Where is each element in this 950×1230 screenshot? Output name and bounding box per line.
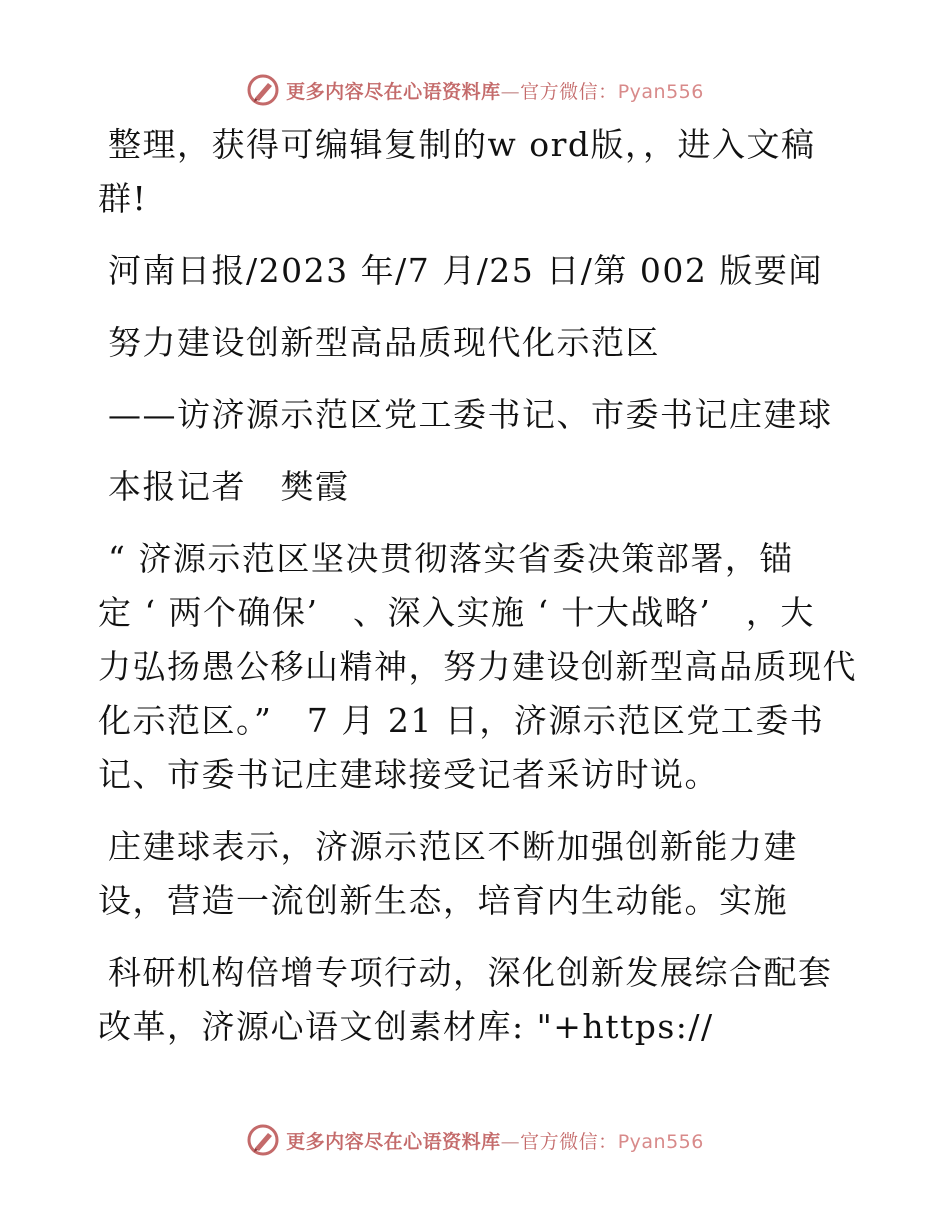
watermark-wechat-label: 官方微信：	[520, 1130, 618, 1153]
headline: 努力建设创新型高品质现代化示范区	[108, 323, 660, 362]
paragraph-line: 设，营造一流创新生态，培育内生动能。实施	[98, 881, 788, 920]
paragraph-line: 科研机构倍增专项行动，深化创新发展综合配套	[108, 953, 833, 992]
byline: 本报记者 樊霞	[108, 467, 350, 506]
watermark-wechat-label: 官方微信：	[520, 80, 618, 103]
paragraph-line: 改革，济源心语文创素材库: "+https://	[98, 1007, 714, 1046]
watermark-main: 更多内容尽在心语资料库	[286, 1130, 501, 1153]
paragraph-1	[98, 532, 858, 802]
subheadline: ——访济源示范区党工委书记、市委书记庄建球	[108, 395, 833, 434]
intro-line: 整理，获得可编辑复制的w ord版，，进入文稿	[108, 125, 816, 164]
paragraph-line: 记、市委书记庄建球接受记者采访时说。	[98, 755, 719, 794]
paragraph-line: 化示范区。” 7 月 21 日，济源示范区党工委书	[98, 701, 825, 740]
watermark-text	[286, 77, 704, 104]
intro-line: 群!	[98, 179, 148, 218]
watermark-separator: —	[500, 1130, 521, 1153]
watermark-footer	[0, 1120, 950, 1160]
paragraph-line: 力弘扬愚公移山精神，努力建设创新型高品质现代	[98, 647, 857, 686]
document-body	[98, 118, 858, 1054]
watermark-main: 更多内容尽在心语资料库	[286, 80, 501, 103]
paragraph-line: 庄建球表示，济源示范区不断加强创新能力建	[108, 827, 798, 866]
watermark-wechat-id: Pyan556	[617, 80, 704, 103]
watermark-header	[0, 70, 950, 110]
paragraph-line: “ 济源示范区坚决贯彻落实省委决策部署，锚	[108, 539, 794, 578]
watermark-text	[286, 1127, 704, 1154]
source-line: 河南日报/2023 年/7 月/25 日/第 002 版要闻	[108, 251, 823, 290]
pen-logo-icon	[246, 1123, 280, 1157]
watermark-wechat-id: Pyan556	[617, 1130, 704, 1153]
pen-logo-icon	[246, 73, 280, 107]
watermark-separator: —	[500, 80, 521, 103]
paragraph-line: 定 ‘ 两个确保’ 、深入实施 ‘ 十大战略’ ，大	[98, 593, 815, 632]
paragraph-2	[98, 820, 858, 928]
paragraph-3	[98, 946, 858, 1054]
